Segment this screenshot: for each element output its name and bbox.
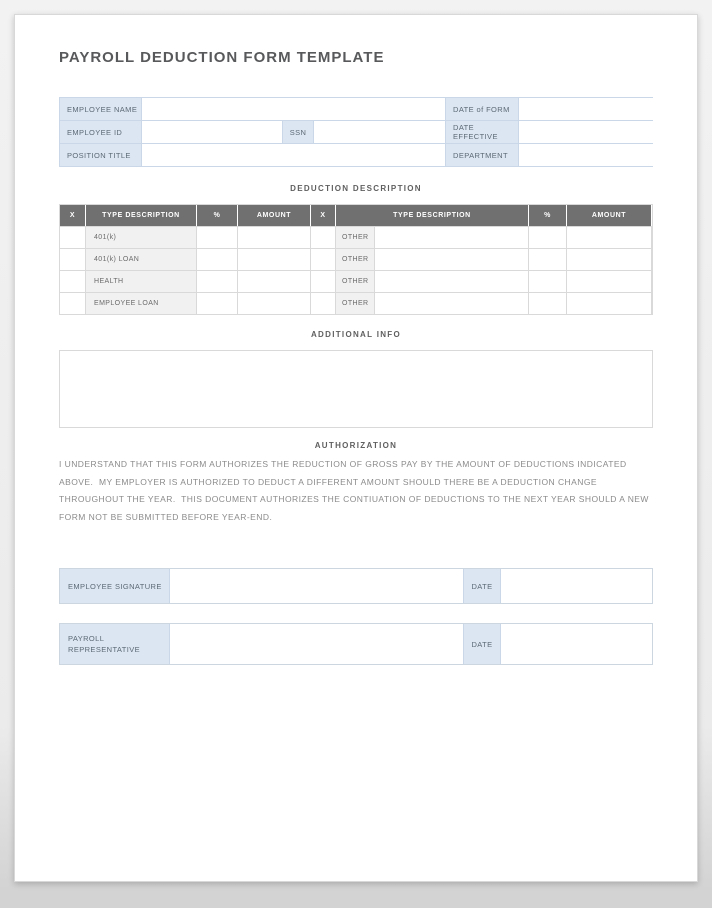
employee-signature-field[interactable] bbox=[170, 569, 463, 603]
percent-cell[interactable] bbox=[197, 293, 237, 314]
percent-cell[interactable] bbox=[529, 293, 566, 314]
deduction-type-label: HEALTH bbox=[86, 271, 196, 292]
deduction-table bbox=[59, 204, 653, 315]
deduction-type-label: 401(k) bbox=[86, 227, 196, 248]
deduction-type-label: EMPLOYEE LOAN bbox=[86, 293, 196, 314]
department-label: DEPARTMENT bbox=[446, 144, 518, 166]
ssn-label: SSN bbox=[283, 121, 313, 143]
check-cell[interactable] bbox=[60, 249, 85, 270]
other-label: OTHER bbox=[336, 271, 374, 292]
percent-cell[interactable] bbox=[529, 227, 566, 248]
date-of-form-field[interactable] bbox=[519, 98, 654, 120]
table-row bbox=[60, 293, 652, 314]
date-effective-label: DATE EFFECTIVE bbox=[446, 121, 518, 143]
header-amount-left: AMOUNT bbox=[238, 205, 310, 226]
check-cell[interactable] bbox=[311, 249, 335, 270]
authorization-text: I UNDERSTAND THAT THIS FORM AUTHORIZES THE REDUCTION OF GROSS PAY BY THE AMOUNT OF DEDUCTIONS INDICATED ABOVE. MY EMPLOYER IS AUTHORIZED TO DEDUCT A DIFFERENT AMOUNT SHOULD THERE BE A DEDUCTION CHANGE THROUGHOUT THE YEAR. THIS DOCUMENT AUTHORIZES THE CONTIUATION OF DEDUCTIONS TO THE NEXT YEAR SHOULD A NEW FORM NOT BE SUBMITTED BEFORE YEAR-END. bbox=[59, 459, 652, 522]
employee-name-field[interactable] bbox=[142, 98, 445, 120]
employee-date-label: DATE bbox=[463, 569, 501, 603]
other-writein-cell[interactable] bbox=[375, 271, 528, 292]
percent-cell[interactable] bbox=[197, 271, 237, 292]
other-label: OTHER bbox=[336, 293, 374, 314]
header-type-right: TYPE DESCRIPTION bbox=[336, 205, 528, 226]
header-type-left: TYPE DESCRIPTION bbox=[86, 205, 196, 226]
percent-cell[interactable] bbox=[529, 271, 566, 292]
deduction-type-label: 401(k) LOAN bbox=[86, 249, 196, 270]
payroll-representative-label: PAYROLL REPRESENTATIVE bbox=[60, 624, 170, 664]
employee-date-field[interactable] bbox=[501, 569, 652, 603]
table-row bbox=[60, 144, 652, 166]
employee-info-table bbox=[59, 97, 653, 167]
check-cell[interactable] bbox=[311, 227, 335, 248]
table-row bbox=[60, 121, 652, 143]
other-writein-cell[interactable] bbox=[375, 293, 528, 314]
amount-cell[interactable] bbox=[238, 227, 310, 248]
position-title-field[interactable] bbox=[142, 144, 445, 166]
payroll-date-label: DATE bbox=[463, 624, 501, 664]
amount-cell[interactable] bbox=[567, 249, 651, 270]
page-title: PAYROLL DEDUCTION FORM TEMPLATE bbox=[59, 49, 385, 66]
table-row bbox=[60, 98, 652, 120]
deduction-section-title: DEDUCTION DESCRIPTION bbox=[290, 184, 422, 193]
other-writein-cell[interactable] bbox=[375, 227, 528, 248]
table-row bbox=[60, 227, 652, 248]
payroll-date-field[interactable] bbox=[501, 624, 652, 664]
percent-cell[interactable] bbox=[197, 249, 237, 270]
check-cell[interactable] bbox=[60, 271, 85, 292]
percent-cell[interactable] bbox=[529, 249, 566, 270]
check-cell[interactable] bbox=[60, 227, 85, 248]
check-cell[interactable] bbox=[311, 293, 335, 314]
percent-cell[interactable] bbox=[197, 227, 237, 248]
header-check-left: X bbox=[60, 205, 85, 226]
amount-cell[interactable] bbox=[567, 271, 651, 292]
table-row bbox=[60, 271, 652, 292]
employee-signature-label: EMPLOYEE SIGNATURE bbox=[60, 569, 170, 603]
employee-id-field[interactable] bbox=[142, 121, 282, 143]
table-row bbox=[60, 249, 652, 270]
check-cell[interactable] bbox=[311, 271, 335, 292]
employee-name-label: EMPLOYEE NAME bbox=[60, 98, 141, 120]
other-writein-cell[interactable] bbox=[375, 249, 528, 270]
employee-signature-row bbox=[59, 568, 653, 604]
amount-cell[interactable] bbox=[238, 271, 310, 292]
additional-info-textarea[interactable] bbox=[59, 350, 653, 428]
amount-cell[interactable] bbox=[567, 293, 651, 314]
additional-info-section-title: ADDITIONAL INFO bbox=[310, 330, 401, 339]
date-of-form-label: DATE of FORM bbox=[446, 98, 518, 120]
position-title-label: POSITION TITLE bbox=[60, 144, 141, 166]
header-percent-right: % bbox=[529, 205, 566, 226]
amount-cell[interactable] bbox=[238, 249, 310, 270]
header-check-right: X bbox=[311, 205, 335, 226]
amount-cell[interactable] bbox=[238, 293, 310, 314]
amount-cell[interactable] bbox=[567, 227, 651, 248]
employee-id-label: EMPLOYEE ID bbox=[60, 121, 141, 143]
other-label: OTHER bbox=[336, 227, 374, 248]
payroll-representative-signature-field[interactable] bbox=[170, 624, 463, 664]
date-effective-field[interactable] bbox=[519, 121, 654, 143]
other-label: OTHER bbox=[336, 249, 374, 270]
header-percent-left: % bbox=[197, 205, 237, 226]
department-field[interactable] bbox=[519, 144, 654, 166]
payroll-representative-row bbox=[59, 623, 653, 665]
authorization-section-title: AUTHORIZATION bbox=[314, 441, 398, 450]
header-amount-right: AMOUNT bbox=[567, 205, 651, 226]
document-page bbox=[14, 14, 698, 882]
check-cell[interactable] bbox=[60, 293, 85, 314]
deduction-header-row bbox=[60, 205, 652, 226]
ssn-field[interactable] bbox=[314, 121, 445, 143]
